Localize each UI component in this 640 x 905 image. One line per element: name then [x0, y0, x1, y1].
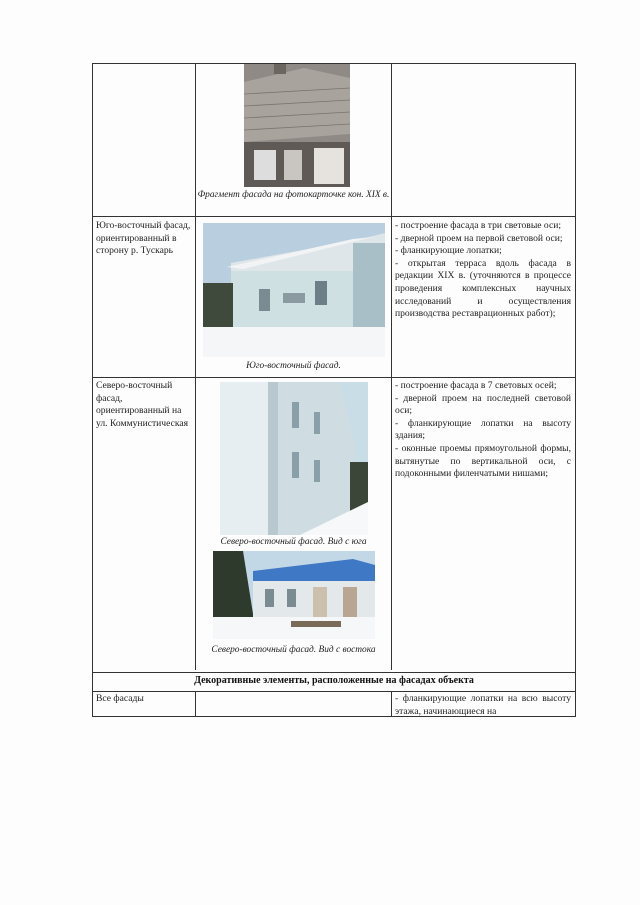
row-divider-3 — [93, 672, 575, 673]
last-row-facade-name: Все фасады — [96, 693, 144, 704]
southeast-photo-caption: Юго-восточный фасад. — [246, 361, 341, 371]
row-2-facade-name: Юго-восточный фасад, ориентированный в сторону р. Тускарь — [96, 220, 191, 257]
facade-table — [92, 63, 576, 717]
northeast-facade-south-photo — [220, 382, 368, 535]
northeast-east-photo-caption: Северо-восточный фасад. Вид с востока — [211, 645, 376, 655]
row-3-features: - построение фасада в 7 световых осей; - дверной проем на последней световой оси; - фланкирующие лопатки на высоту здания; - оконные проемы прямоугольной формы, вытянутые по вертикальной оси, с подоконными филенчатыми нишами; — [395, 380, 571, 480]
column-divider-right-last — [391, 691, 392, 716]
northeast-facade-east-photo — [213, 551, 375, 639]
northeast-south-photo-caption: Северо-восточный фасад. Вид с юга — [220, 537, 367, 547]
row-3-facade-name: Северо-восточный фасад, ориентированный на ул. Коммунистическая — [96, 380, 189, 429]
southeast-facade-photo — [203, 223, 385, 357]
historic-facade-photo — [244, 64, 350, 187]
last-row-features: - фланкирующие лопатки на всю высоту этажа, начинающиеся на — [395, 693, 571, 717]
row-divider-4 — [93, 691, 575, 692]
column-divider-right — [391, 64, 392, 670]
row-divider-1 — [93, 216, 575, 217]
row-divider-2 — [93, 377, 575, 378]
column-divider-left — [195, 64, 196, 670]
row-2-features: - построение фасада в три световые оси; - дверной проем на первой световой оси; - фланкирующие лопатки; - открытая терраса вдоль фасада в редакции XIX в. (уточняются в процессе проведения комплексных научных исследований и осуществления производства реставрационных работ); — [395, 220, 571, 320]
historic-photo-caption: Фрагмент фасада на фотокарточке кон. XIX в. — [197, 190, 390, 200]
section-heading: Декоративные элементы, расположенные на фасадах объекта — [194, 675, 474, 686]
column-divider-left-last — [195, 691, 196, 716]
